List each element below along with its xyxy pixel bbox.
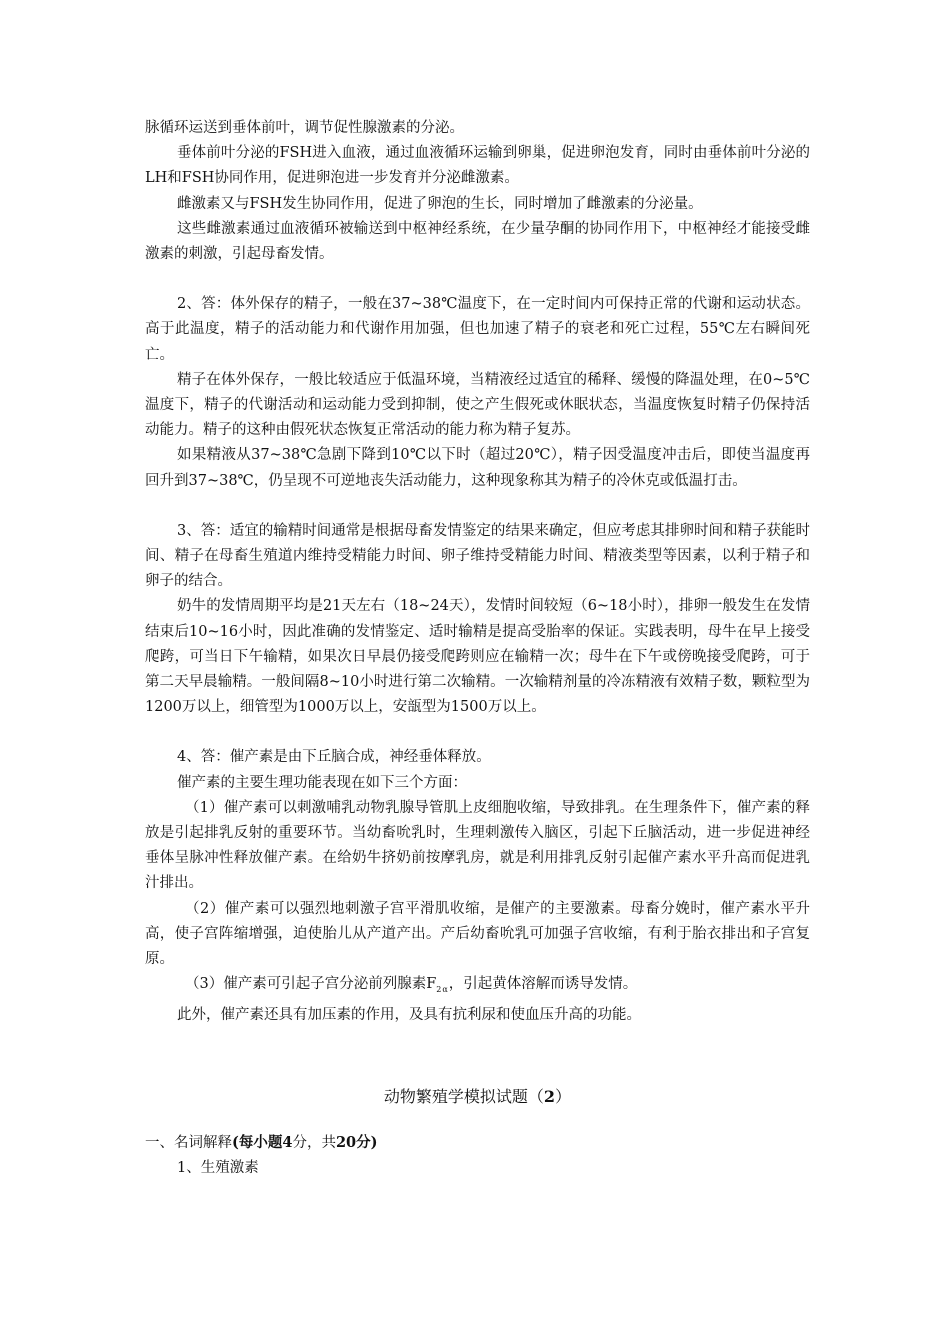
section-heading bbox=[145, 1130, 810, 1156]
answer2-paragraph: 精子在体外保存，一般比较适应于低温环境，当精液经过适宜的稀释、缓慢的降温处理，在0~5℃温度下，精子的代谢活动和运动能力受到抑制，使之产生假死或休眠状态，当温度恢复时精子仍保持活动能力。精子的这种由假死状态恢复正常活动的能力称为精子复苏。 bbox=[145, 371, 810, 439]
exam-title-text: 动物繁殖学模拟试题（ bbox=[383, 1086, 544, 1106]
exam-title-number: 2 bbox=[543, 1086, 556, 1106]
section-heading-text: (每小题 bbox=[232, 1133, 283, 1151]
section-heading-text: 一、名词解释 bbox=[145, 1134, 232, 1151]
exam-title-close: ） bbox=[555, 1086, 572, 1106]
answer2-paragraph: 2、答：体外保存的精子，一般在37~38℃温度下，在一定时间内可保持正常的代谢和运动状态。高于此温度，精子的活动能力和代谢作用加强，但也加速了精子的衰老和死亡过程，55℃左右瞬间死亡。 bbox=[145, 296, 810, 363]
answer4-item: （2）催产素可以强烈地刺激子宫平滑肌收缩，是催产的主要激素。母畜分娩时，催产素水平升高，使子宫阵缩增强，迫使胎儿从产道产出。产后幼畜吮乳可加强子宫收缩，有利于胎衣排出和子宫复原。 bbox=[145, 900, 810, 968]
answer4-item: （1）催产素可以刺激哺乳动物乳腺导管肌上皮细胞收缩，导致排乳。在生理条件下，催产素的释放是引起排乳反射的重要环节。当幼畜吮乳时，生理刺激传入脑区，引起下丘脑活动，进一步促进神经垂体呈脉冲性释放催产素。在给奶牛挤奶前按摩乳房，就是利用排乳反射引起催产素水平升高而促进乳汁排出。 bbox=[145, 799, 810, 892]
answer4-item-text: ，引起黄体溶解而诱导发情。 bbox=[448, 976, 638, 993]
section-heading-text: 分) bbox=[356, 1133, 378, 1151]
section-heading-number: 4 bbox=[282, 1133, 293, 1151]
spacer bbox=[145, 1028, 810, 1076]
section-heading-text: 分，共 bbox=[292, 1134, 336, 1151]
answer1-paragraph: 垂体前叶分泌的FSH进入血液，通过血液循环运输到卵巢，促进卵泡发育，同时由垂体前叶分泌的LH和FSH协同作用，促进卵泡进一步发育并分泌雌激素。 bbox=[145, 145, 810, 187]
spacer bbox=[145, 267, 810, 292]
spacer bbox=[145, 494, 810, 519]
answer3-paragraph: 奶牛的发情周期平均是21天左右（18~24天），发情时间较短（6~18小时），排卵一般发生在发情结束后10~16小时，因此准确的发情鉴定、适时输精是提高受胎率的保证。实践表明，母牛在早上接受爬跨，可当日下午输精，如果次日早晨仍接受爬跨则应在输精一次；母牛在下午或傍晚接受爬跨，可于第二天早晨输精。一般间隔8~10小时进行第二次输精。一次输精剂量的冷冻精液有效精子数，颗粒型为1200万以上，细管型为1000万以上，安瓿型为1500万以上。 bbox=[145, 598, 810, 716]
question-item: 1、生殖激素 bbox=[177, 1160, 259, 1177]
answer2-paragraph: 如果精液从37~38℃急剧下降到10℃以下时（超过20℃），精子因受温度冲击后，即使当温度再回升到37~38℃，仍呈现不可逆地丧失活动能力，这种现象称其为精子的冷休克或低温打击。 bbox=[145, 447, 810, 489]
page-content bbox=[145, 116, 810, 1181]
answer3-paragraph: 3、答：适宜的输精时间通常是根据母畜发情鉴定的结果来确定，但应考虑其排卵时间和精子获能时间、精子在母畜生殖道内维持受精能力时间、卵子维持受精能力时间、精液类型等因素，以利于精子和卵子的结合。 bbox=[145, 522, 810, 590]
exam-title bbox=[145, 1084, 810, 1109]
spacer bbox=[145, 720, 810, 745]
answer4-item-text: （3）催产素可引起子宫分泌前列腺素F bbox=[185, 976, 437, 993]
answer1-paragraph: 雌激素又与FSH发生协同作用，促进了卵泡的生长，同时增加了雌激素的分泌量。 bbox=[177, 195, 703, 212]
answer1-paragraph: 脉循环运送到垂体前叶，调节促性腺激素的分泌。 bbox=[145, 120, 464, 136]
answer1-paragraph: 这些雌激素通过血液循环被输送到中枢神经系统，在少量孕酮的协同作用下，中枢神经才能接受雌激素的刺激，引起母畜发情。 bbox=[145, 220, 810, 263]
answer4-paragraph: 4、答：催产素是由下丘脑合成，神经垂体释放。 bbox=[177, 749, 491, 766]
section-heading-number: 20 bbox=[335, 1133, 357, 1151]
answer4-paragraph: 此外，催产素还具有加压素的作用，及具有抗利尿和使血压升高的功能。 bbox=[177, 1006, 641, 1023]
answer4-item bbox=[145, 972, 810, 1002]
answer4-paragraph: 催产素的主要生理功能表现在如下三个方面： bbox=[177, 774, 467, 791]
subscript: 2α bbox=[436, 985, 449, 995]
